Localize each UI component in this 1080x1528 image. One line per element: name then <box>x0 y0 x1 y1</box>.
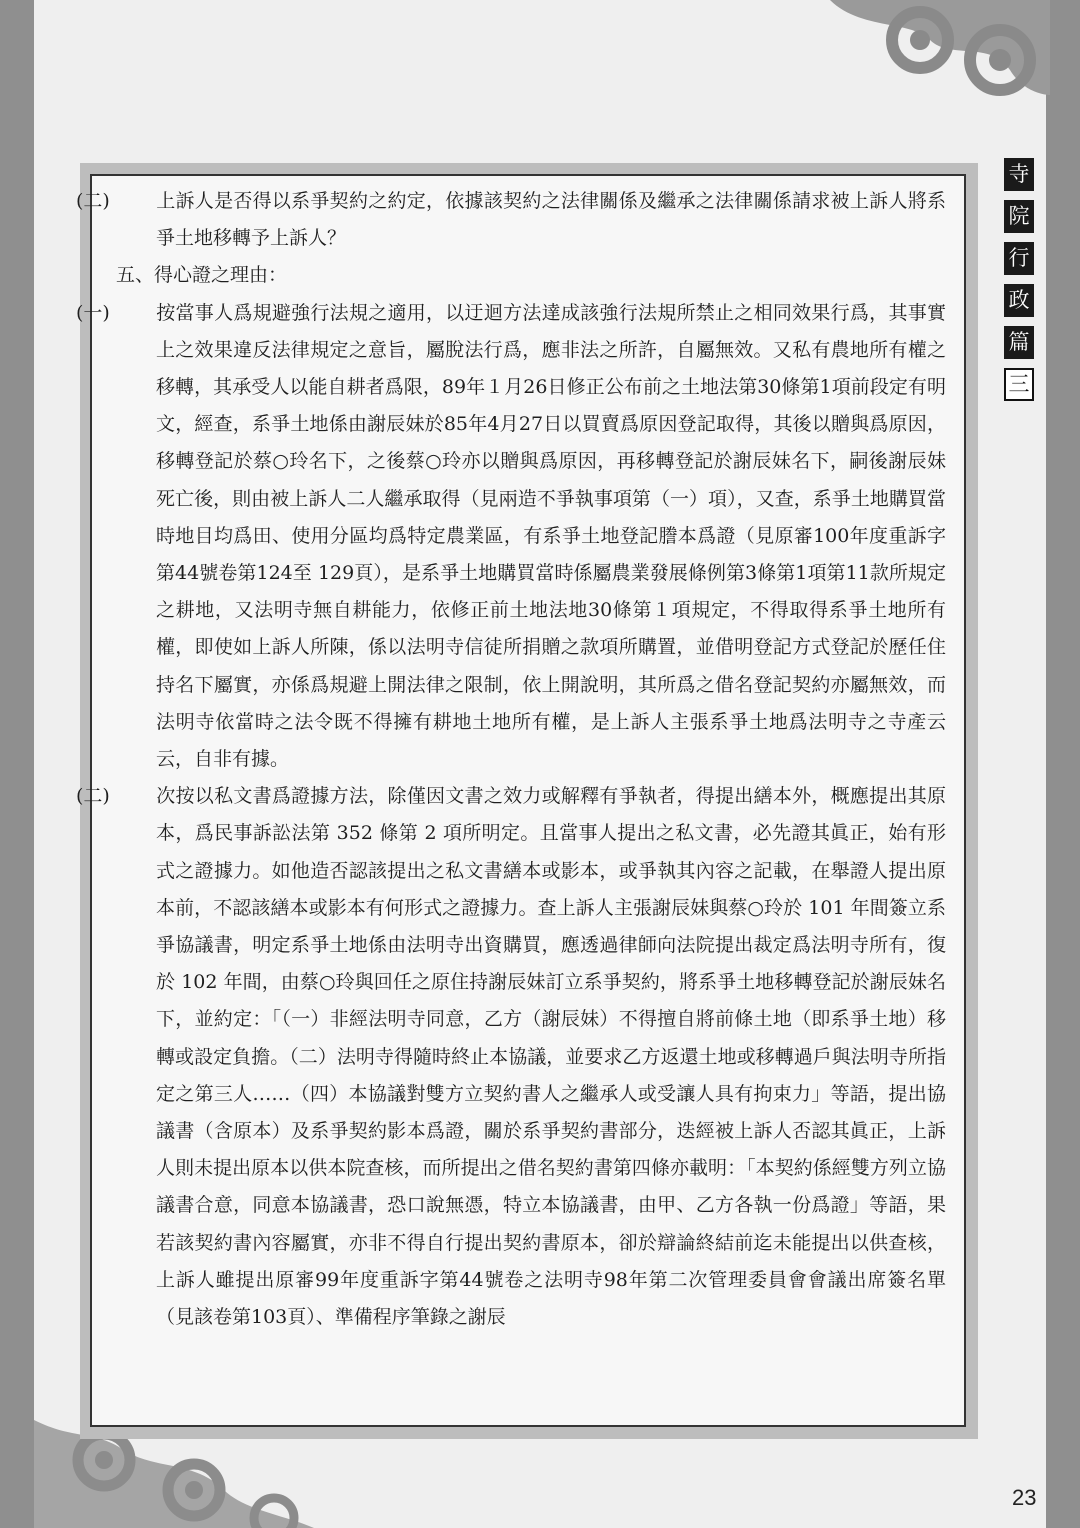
side-title-char: 行 <box>1004 242 1034 275</box>
page-number: 23 <box>1012 1485 1037 1510</box>
paragraph-reason-1 <box>76 295 946 779</box>
side-title-char: 篇 <box>1004 326 1034 359</box>
paragraph-text: 次按以私文書爲證據方法，除僅因文書之效力或解釋有爭執者，得提出繕本外，概應提出其原本，爲民事訴訟法第 352 條第 2 項所明定。且當事人提出之私文書，必先證其眞正，始有形式之證據力。如他造否認該提出之私文書繕本或影本，或爭執其內容之記載，在舉證人提出原本前，不認該繕本或影本有何形式之證據力。查上訴人主張謝辰妹與蔡○玲於 101 年間簽立系爭協議書，明定系爭土地係由法明寺出資購買，應透過律師向法院提出裁定爲法明寺所有，復於 102 年間，由蔡○玲與回任之原住持謝辰妹訂立系爭契約，將系爭土地移轉登記於謝辰妹名下，並約定：「（一）非經法明寺同意，乙方（謝辰妹）不得擅自將前條土地（即系爭土地）移轉或設定負擔。（二）法明寺得隨時終止本協議，並要求乙方返還土地或移轉過戶與法明寺所指定之第三人……（四）本協議對雙方立契約書人之繼承人或受讓人具有拘束力」等語，提出協議書（含原本）及系爭契約影本爲證，關於系爭契約書部分，迭經被上訴人否認其眞正，上訴人則未提出原本以供本院查核，而所提出之借名契約書第四條亦載明：「本契約係經雙方列立協議書合意，同意本協議書，恐口說無憑，特立本協議書，由甲、乙方各執一份爲證」等語，果若該契約書內容屬實，亦非不得自行提出契約書原本，卻於辯論終結前迄未能提出以供查核，上訴人雖提出原審99年度重訴字第44號卷之法明寺98年第二次管理委員會會議出席簽名單（見該卷第103頁）、準備程序筆錄之謝辰 <box>156 785 946 1329</box>
side-title-char: 院 <box>1004 200 1034 233</box>
paragraph-label: (二) <box>76 190 110 212</box>
side-section-title <box>1004 158 1038 410</box>
paragraph-issue-2 <box>76 183 946 257</box>
paragraph-text: 五、得心證之理由： <box>116 264 288 287</box>
side-title-char: 政 <box>1004 284 1034 317</box>
paragraph-label: (二) <box>76 785 110 808</box>
section-heading-reasons <box>116 257 946 294</box>
paragraph-text: 上訴人是否得以系爭契約之約定，依據該契約之法律關係及繼承之法律關係請求被上訴人將系爭土地移轉予上訴人？ <box>156 190 946 250</box>
top-right-cloud-ornament <box>820 0 1050 130</box>
side-title-char: 寺 <box>1004 158 1034 191</box>
side-title-volume: 三 <box>1004 368 1034 401</box>
paragraph-label: (一) <box>76 301 110 324</box>
document-body <box>76 183 946 1336</box>
paragraph-text: 按當事人爲規避強行法規之適用，以迂迴方法達成該強行法規所禁止之相同效果行爲，其事實上之效果違反法律規定之意旨，屬脫法行爲，應非法之所許，自屬無效。又私有農地所有權之移轉，其承受人以能自耕者爲限，89年１月26日修正公布前之土地法第30條第1項前段定有明文，經查，系爭土地係由謝辰妹於85年4月27日以買賣爲原因登記取得，其後以贈與爲原因，移轉登記於蔡○玲名下，之後蔡○玲亦以贈與爲原因，再移轉登記於謝辰妹名下，嗣後謝辰妹死亡後，則由被上訴人二人繼承取得（見兩造不爭執事項第（一）項），又查，系爭土地購買當時地目均爲田、使用分區均爲特定農業區，有系爭土地登記謄本爲證（見原審100年度重訴字第44號卷第124至 129頁），是系爭土地購買當時係屬農業發展條例第3條第1項第11款所規定之耕地，又法明寺無自耕能力，依修正前土地法地30條第１項規定，不得取得系爭土地所有權，即使如上訴人所陳，係以法明寺信徒所捐贈之款項所購置，並借明登記方式登記於歷任住持名下屬實，亦係爲規避上開法律之限制，依上開說明，其所爲之借名登記契約亦屬無效，而法明寺依當時之法令既不得擁有耕地土地所有權，是上訴人主張系爭土地爲法明寺之寺產云云，自非有據。 <box>156 301 946 771</box>
paragraph-reason-2 <box>76 778 946 1336</box>
